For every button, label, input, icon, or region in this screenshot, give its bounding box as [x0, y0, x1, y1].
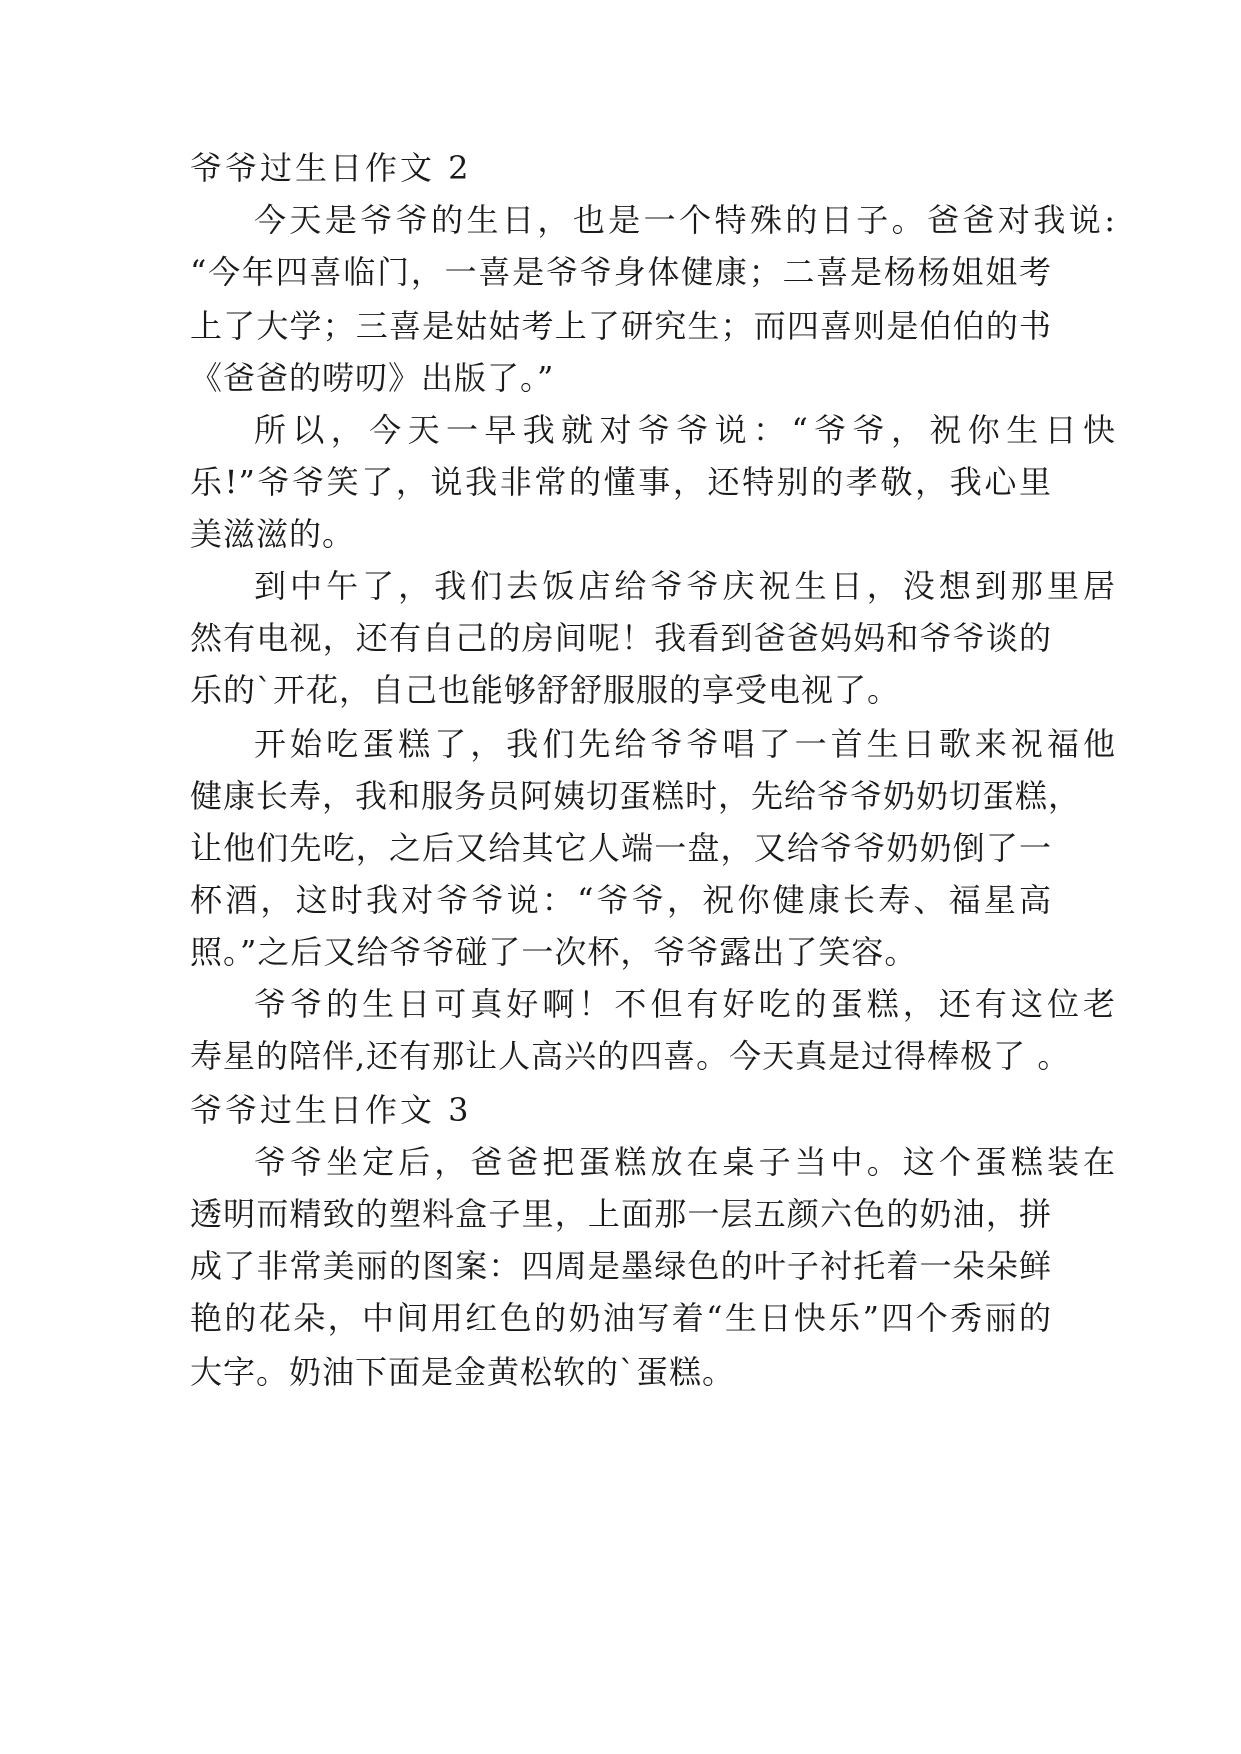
paragraph-line: 今天是爷爷的生日，也是一个特殊的日子。爸爸对我说: [254, 201, 1116, 239]
paragraph-line: 杯酒，这时我对爷爷说：“爷爷，祝你健康长寿、福星高 [190, 881, 1052, 919]
paragraph-line: 成了非常美丽的图案：四周是墨绿色的叶子衬托着一朵朵鲜 [190, 1247, 1052, 1285]
paragraph-line: 然有电视，还有自己的房间呢！我看到爸爸妈妈和爷爷谈的 [190, 619, 1052, 657]
paragraph-line: 所以，今天一早我就对爷爷说：“爷爷，祝你生日快 [254, 411, 1116, 449]
paragraph-line: 照。”之后又给爷爷碰了一次杯，爷爷露出了笑容。 [190, 933, 918, 971]
paragraph-line: 爷爷的生日可真好啊！不但有好吃的蛋糕，还有这位老 [254, 985, 1116, 1023]
paragraph-line: 大字。奶油下面是金黄松软的`蛋糕。 [190, 1353, 736, 1391]
section-title-3: 爷爷过生日作文 3 [190, 1091, 472, 1129]
paragraph-line: 乐!”爷爷笑了，说我非常的懂事，还特别的孝敬，我心里 [190, 463, 1052, 501]
paragraph-line: 艳的花朵，中间用红色的奶油写着“生日快乐”四个秀丽的 [190, 1299, 1052, 1337]
paragraph-line: 让他们先吃，之后又给其它人端一盘，又给爷爷奶奶倒了一 [190, 829, 1052, 867]
paragraph-line: 乐的`开花，自己也能够舒舒服服的享受电视了。 [190, 671, 901, 709]
paragraph-line: 《爸爸的唠叨》出版了。” [190, 359, 555, 397]
paragraph-line: 寿星的陪伴,还有那让人高兴的四喜。今天真是过得棒极了 。 [190, 1037, 1071, 1075]
section-title-2: 爷爷过生日作文 2 [190, 149, 472, 187]
paragraph-line: 到中午了，我们去饭店给爷爷庆祝生日，没想到那里居 [254, 567, 1116, 605]
paragraph-line: 上了大学；三喜是姑姑考上了研究生；而四喜则是伯伯的书 [190, 307, 1052, 345]
paragraph-line: 健康长寿，我和服务员阿姨切蛋糕时，先给爷爷奶奶切蛋糕， [190, 777, 1082, 815]
paragraph-line: 透明而精致的塑料盒子里，上面那一层五颜六色的奶油，拼 [190, 1195, 1052, 1233]
paragraph-line: 美滋滋的。 [190, 515, 356, 553]
paragraph-line: 开始吃蛋糕了，我们先给爷爷唱了一首生日歌来祝福他 [254, 725, 1116, 763]
paragraph-line: 爷爷坐定后，爸爸把蛋糕放在桌子当中。这个蛋糕装在 [254, 1143, 1116, 1181]
paragraph-line: “今年四喜临门，一喜是爷爷身体健康；二喜是杨杨姐姐考 [190, 253, 1052, 291]
